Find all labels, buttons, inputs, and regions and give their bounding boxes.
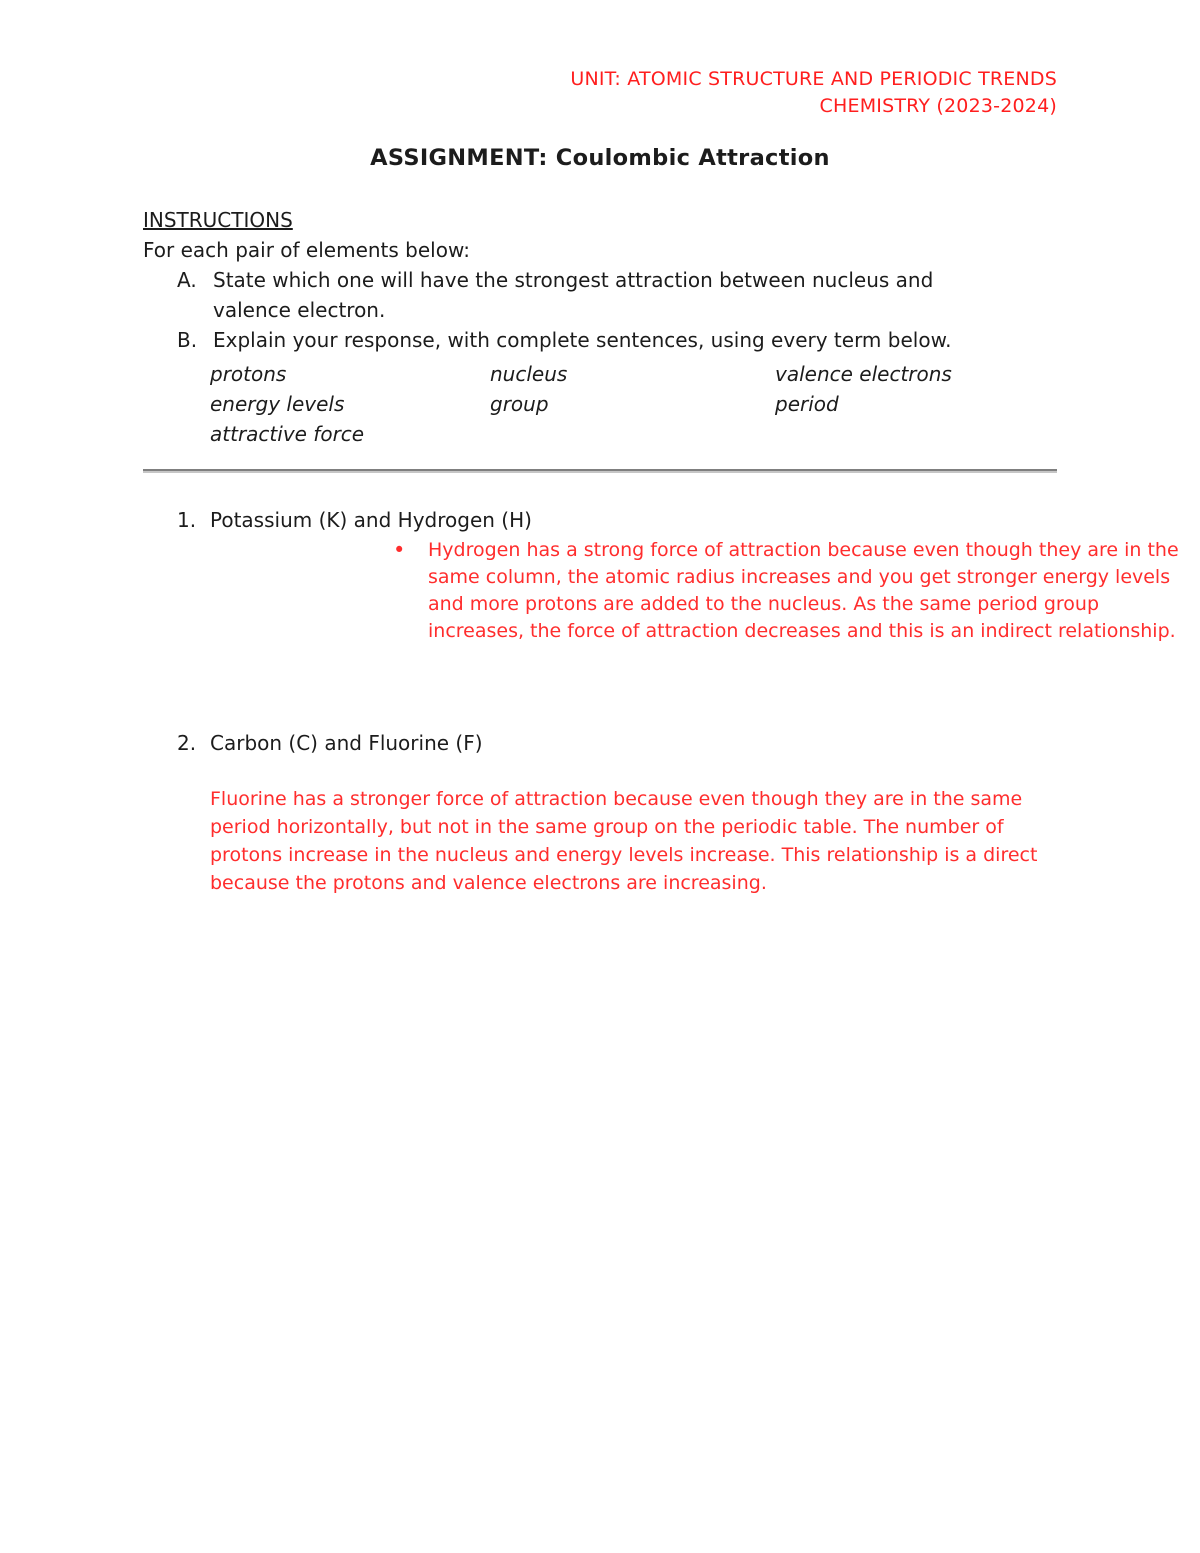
instructions-steps bbox=[143, 265, 988, 355]
question-2-number: 2. bbox=[177, 731, 197, 755]
term: group bbox=[490, 392, 549, 416]
question-1 bbox=[143, 506, 1179, 645]
instruction-step-a bbox=[143, 265, 988, 325]
unit-title-line: UNIT: ATOMIC STRUCTURE AND PERIODIC TRENDS bbox=[570, 68, 1057, 90]
question-1-heading bbox=[143, 506, 1057, 534]
question-2-title: Carbon (C) and Fluorine (F) bbox=[210, 731, 483, 755]
question-1-answer-text: Hydrogen has a strong force of attraction because even though they are in the same column, the atomic radius increases and you get stronger energy levels and more protons are added to the nucleus. As the same period group increases, the force of attraction decreases and this is an indirect relationship. bbox=[428, 539, 1179, 642]
term: protons bbox=[210, 362, 287, 386]
question-1-number: 1. bbox=[177, 508, 197, 532]
questions-section bbox=[143, 506, 1179, 897]
term: period bbox=[775, 392, 839, 416]
term bbox=[490, 419, 775, 449]
question-2 bbox=[143, 729, 1057, 897]
term: attractive force bbox=[210, 422, 365, 446]
instruction-step-b bbox=[143, 325, 988, 355]
section-divider bbox=[143, 469, 1057, 473]
step-b-text: Explain your response, with complete sentences, using every term below. bbox=[213, 328, 952, 352]
terms-row bbox=[210, 389, 1057, 419]
bullet-icon bbox=[393, 537, 428, 645]
question-1-answer bbox=[393, 537, 1198, 645]
terms-row bbox=[210, 359, 1057, 389]
step-b-label: B. bbox=[177, 328, 198, 352]
term: nucleus bbox=[490, 362, 568, 386]
question-2-answer-text: Fluorine has a stronger force of attraction because even though they are in the same period horizontally, but not in the same group on the periodic table. The number of protons increase in the nucleus and energy levels increase. This relationship is a direct because the protons and valence electrons are increasing. bbox=[210, 788, 1038, 894]
step-a-label: A. bbox=[177, 268, 197, 292]
term: energy levels bbox=[210, 392, 345, 416]
question-1-title: Potassium (K) and Hydrogen (H) bbox=[210, 508, 532, 532]
term: valence electrons bbox=[775, 362, 952, 386]
term bbox=[775, 419, 1057, 449]
course-year-line: CHEMISTRY (2023-2024) bbox=[819, 95, 1057, 117]
terms-row bbox=[210, 419, 1057, 449]
question-2-heading bbox=[143, 729, 1057, 757]
instructions-intro: For each pair of elements below: bbox=[143, 238, 470, 262]
step-a-text: State which one will have the strongest attraction between nucleus and valence electron. bbox=[213, 268, 934, 322]
unit-header bbox=[143, 66, 1057, 120]
instructions-section bbox=[143, 205, 1057, 449]
vocabulary-terms bbox=[210, 359, 1057, 449]
instructions-heading: INSTRUCTIONS bbox=[143, 208, 293, 232]
assignment-title: ASSIGNMENT: Coulombic Attraction bbox=[370, 145, 830, 171]
